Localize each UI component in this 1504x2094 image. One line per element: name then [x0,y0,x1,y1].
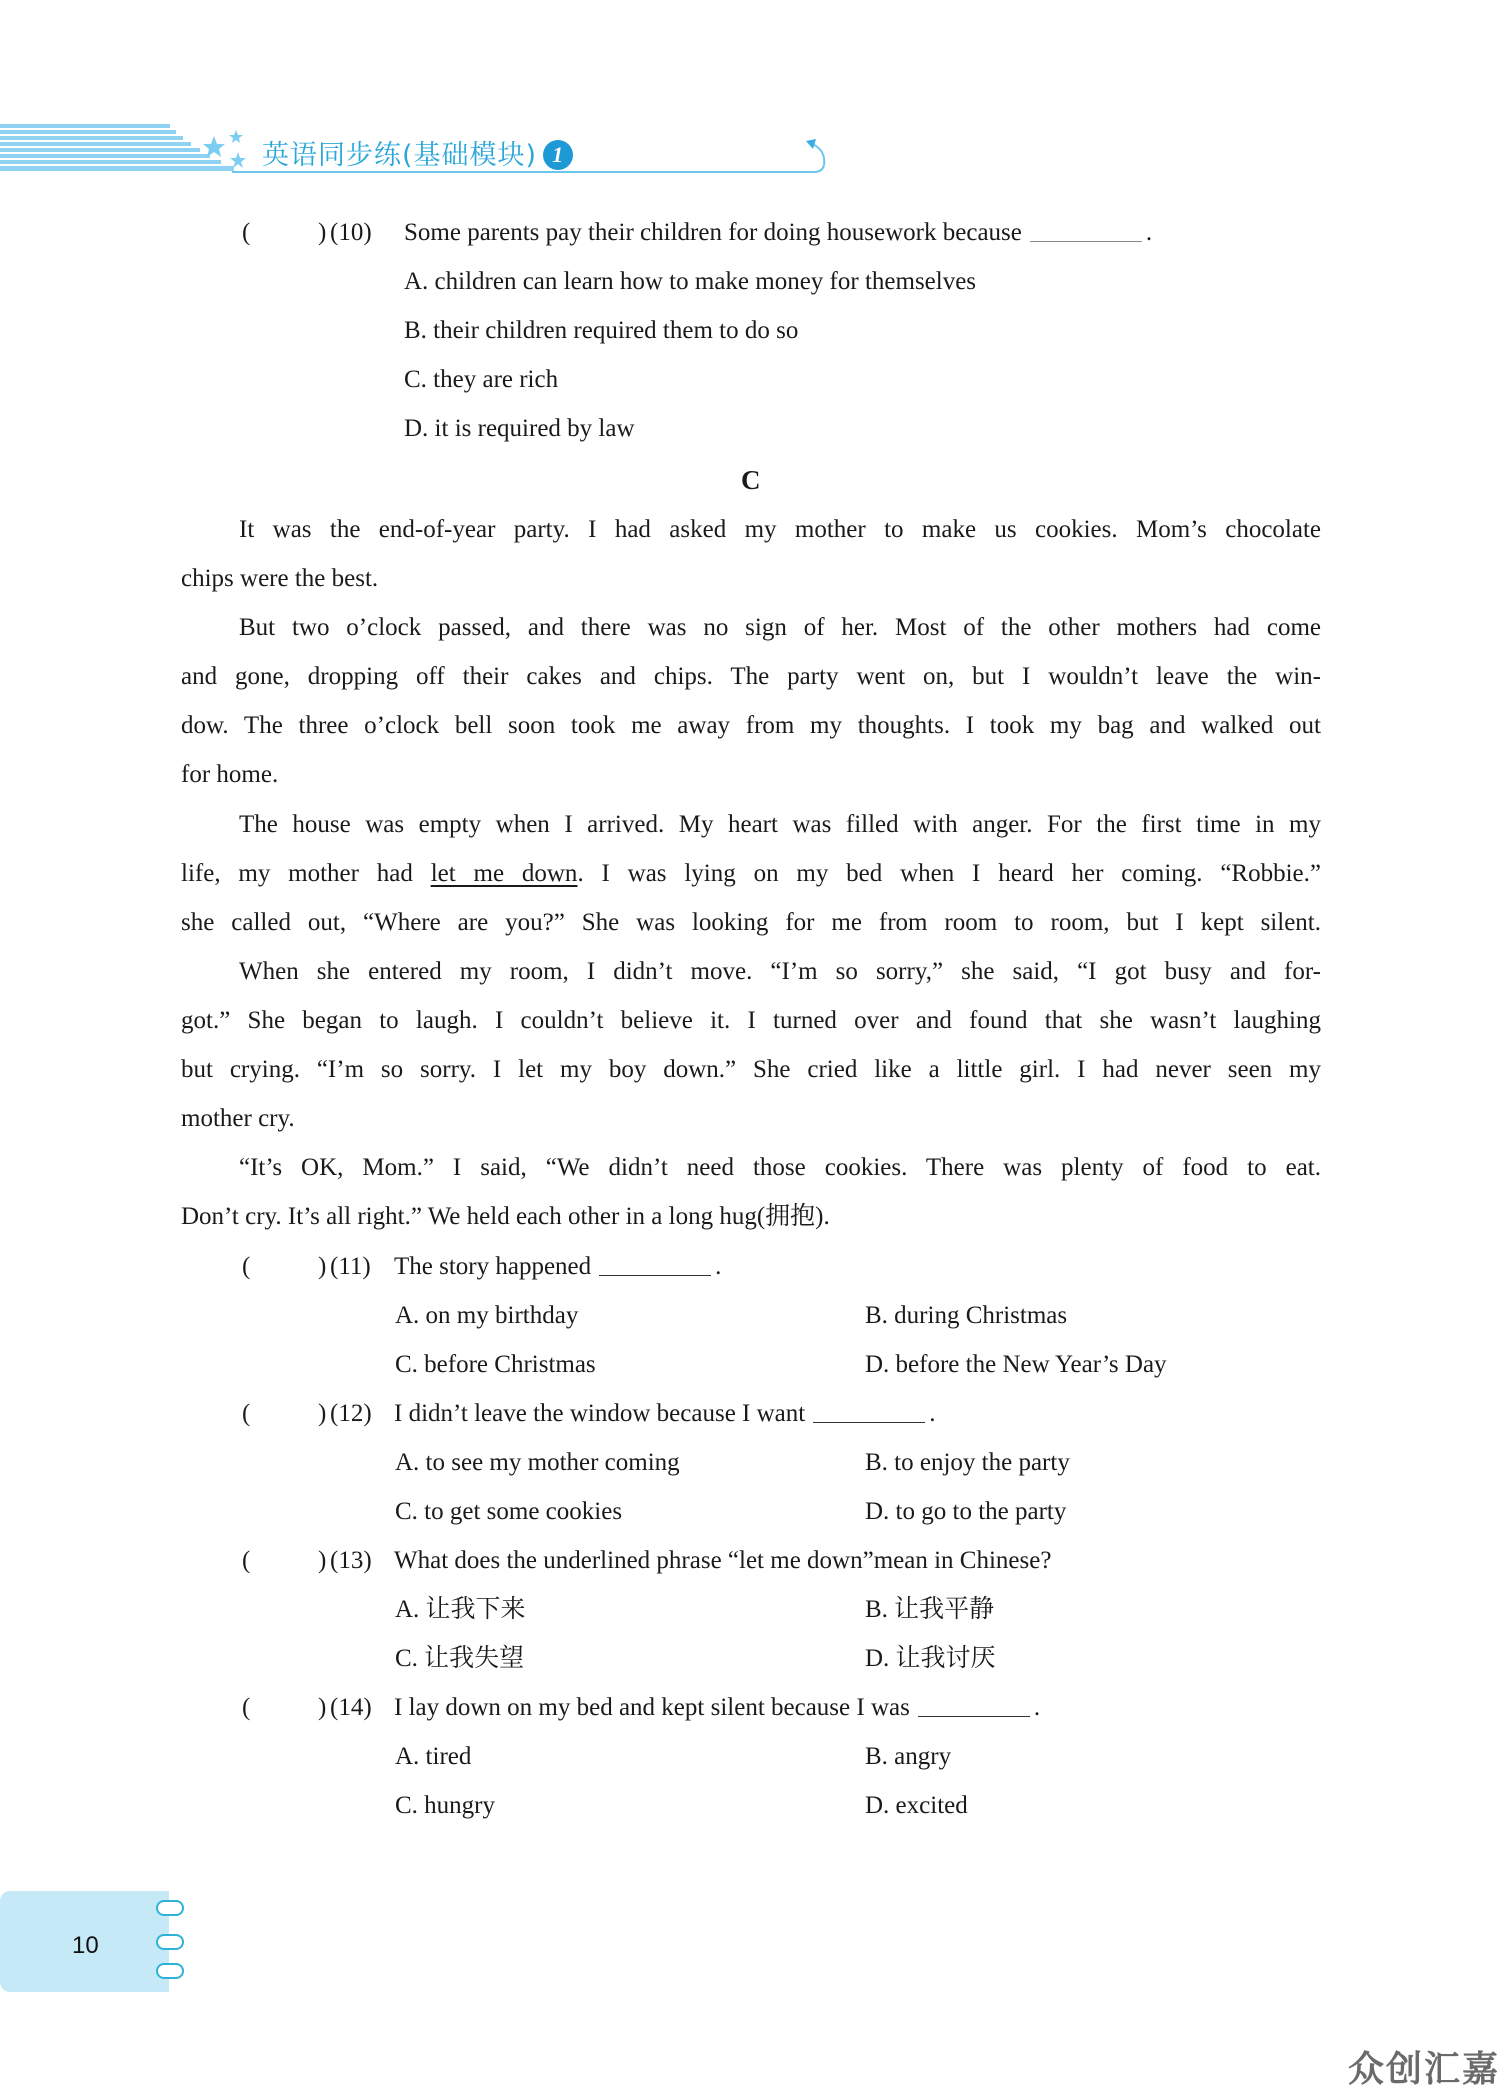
header-rule [232,171,812,173]
option-b: B. angry [865,1743,952,1770]
passage-line: mother cry. [181,1105,295,1132]
stars-icon [200,128,250,174]
passage-line: and gone, dropping off their cakes and chips. The party went on, but I wouldn’t leave the win- [181,663,1321,690]
passage-text: . I was lying on my bed when I heard her coming. “Robbie.” [577,860,1321,887]
passage-line: Don’t cry. It’s all right.” We held each other in a long hug(拥抱). [181,1203,830,1230]
answer-paren-close: ) [318,1400,327,1427]
binder-ring-icon [156,1963,184,1979]
answer-paren-open: ( [242,1694,251,1721]
answer-paren-open: ( [242,219,251,246]
passage-line: she called out, “Where are you?” She was looking for me from room to room, but I kept silent. [181,909,1321,936]
answer-paren-close: ) [318,1547,327,1574]
question-number: (11) [330,1253,371,1280]
question-text [404,218,1152,248]
binder-ring-icon [156,1900,184,1916]
passage-line: got.” She began to laugh. I couldn’t believe it. I turned over and found that she wasn’t laughing [181,1007,1321,1034]
option-c: C. before Christmas [395,1351,596,1378]
answer-paren-open: ( [242,1253,251,1280]
period: . [1033,1694,1041,1721]
option-d: D. excited [865,1792,968,1819]
passage-line: But two o’clock passed, and there was no sign of her. Most of the other mothers had come [239,614,1321,641]
answer-paren-open: ( [242,1547,251,1574]
option-b: B. their children required them to do so [404,317,799,344]
option-d: D. it is required by law [404,415,635,442]
question-text [394,1693,1040,1723]
passage-line: but crying. “I’m so sorry. I let my boy down.” She cried like a little girl. I had never seen my [181,1056,1321,1083]
answer-paren-close: ) [318,219,327,246]
answer-blank[interactable] [1030,221,1142,242]
question-stem: Some parents pay their children for doing housework because [404,219,1022,246]
answer-paren-close: ) [318,1694,327,1721]
passage-line [181,859,1321,889]
option-a: A. tired [395,1743,472,1770]
curved-arrow-icon [796,132,830,176]
option-a: A. on my birthday [395,1302,579,1329]
passage-line: “It’s OK, Mom.” I said, “We didn’t need those cookies. There was plenty of food to eat. [239,1154,1321,1181]
option-b: B. to enjoy the party [865,1449,1070,1476]
question-stem: I didn’t leave the window because I want [394,1400,806,1427]
volume-badge: 1 [543,140,573,170]
question-number: (13) [330,1547,372,1574]
option-a: A. 让我下来 [395,1596,526,1623]
passage-line: for home. [181,761,279,788]
book-title [262,133,573,172]
section-heading: C [741,465,761,495]
binder-ring-icon [156,1934,184,1950]
question-text: What does the underlined phrase “let me down”mean in Chinese? [394,1547,1052,1574]
answer-blank[interactable] [918,1696,1030,1717]
page-number: 10 [72,1932,99,1959]
watermark-logo: 众创汇嘉 [1347,2049,1500,2090]
option-c: C. to get some cookies [395,1498,623,1525]
option-a: A. to see my mother coming [395,1449,680,1476]
option-c: C. hungry [395,1792,495,1819]
question-stem: The story happened [394,1253,592,1280]
question-text [394,1399,935,1429]
option-c: C. 让我失望 [395,1645,525,1672]
period: . [1145,219,1153,246]
underlined-phrase: let me down [430,860,578,887]
question-number: (12) [330,1400,372,1427]
question-number: (10) [330,219,372,246]
book-title-text: 英语同步练(基础模块) [262,140,538,171]
answer-paren-close: ) [318,1253,327,1280]
passage-line: It was the end-of-year party. I had asked my mother to make us cookies. Mom’s chocolate [239,516,1321,543]
option-d: D. to go to the party [865,1498,1067,1525]
passage-text: life, my mother had [181,860,431,887]
answer-blank[interactable] [813,1402,925,1423]
option-c: C. they are rich [404,366,559,393]
period: . [715,1253,722,1280]
question-text [394,1252,721,1282]
option-a: A. children can learn how to make money for themselves [404,268,977,295]
period: . [929,1400,936,1427]
question-stem: I lay down on my bed and kept silent because I was [394,1694,910,1721]
passage-line: When she entered my room, I didn’t move. “I’m so sorry,” she said, “I got busy and for- [239,958,1321,985]
option-b: B. during Christmas [865,1302,1068,1329]
option-b: B. 让我平静 [865,1596,995,1623]
answer-blank[interactable] [599,1255,711,1276]
option-d: D. 让我讨厌 [865,1645,996,1672]
passage-line: dow. The three o’clock bell soon took me away from my thoughts. I took my bag and walked out [181,712,1321,739]
passage-line: chips were the best. [181,565,379,592]
question-number: (14) [330,1694,372,1721]
answer-paren-open: ( [242,1400,251,1427]
passage-line: The house was empty when I arrived. My heart was filled with anger. For the first time in my [239,811,1321,838]
option-d: D. before the New Year’s Day [865,1351,1167,1378]
